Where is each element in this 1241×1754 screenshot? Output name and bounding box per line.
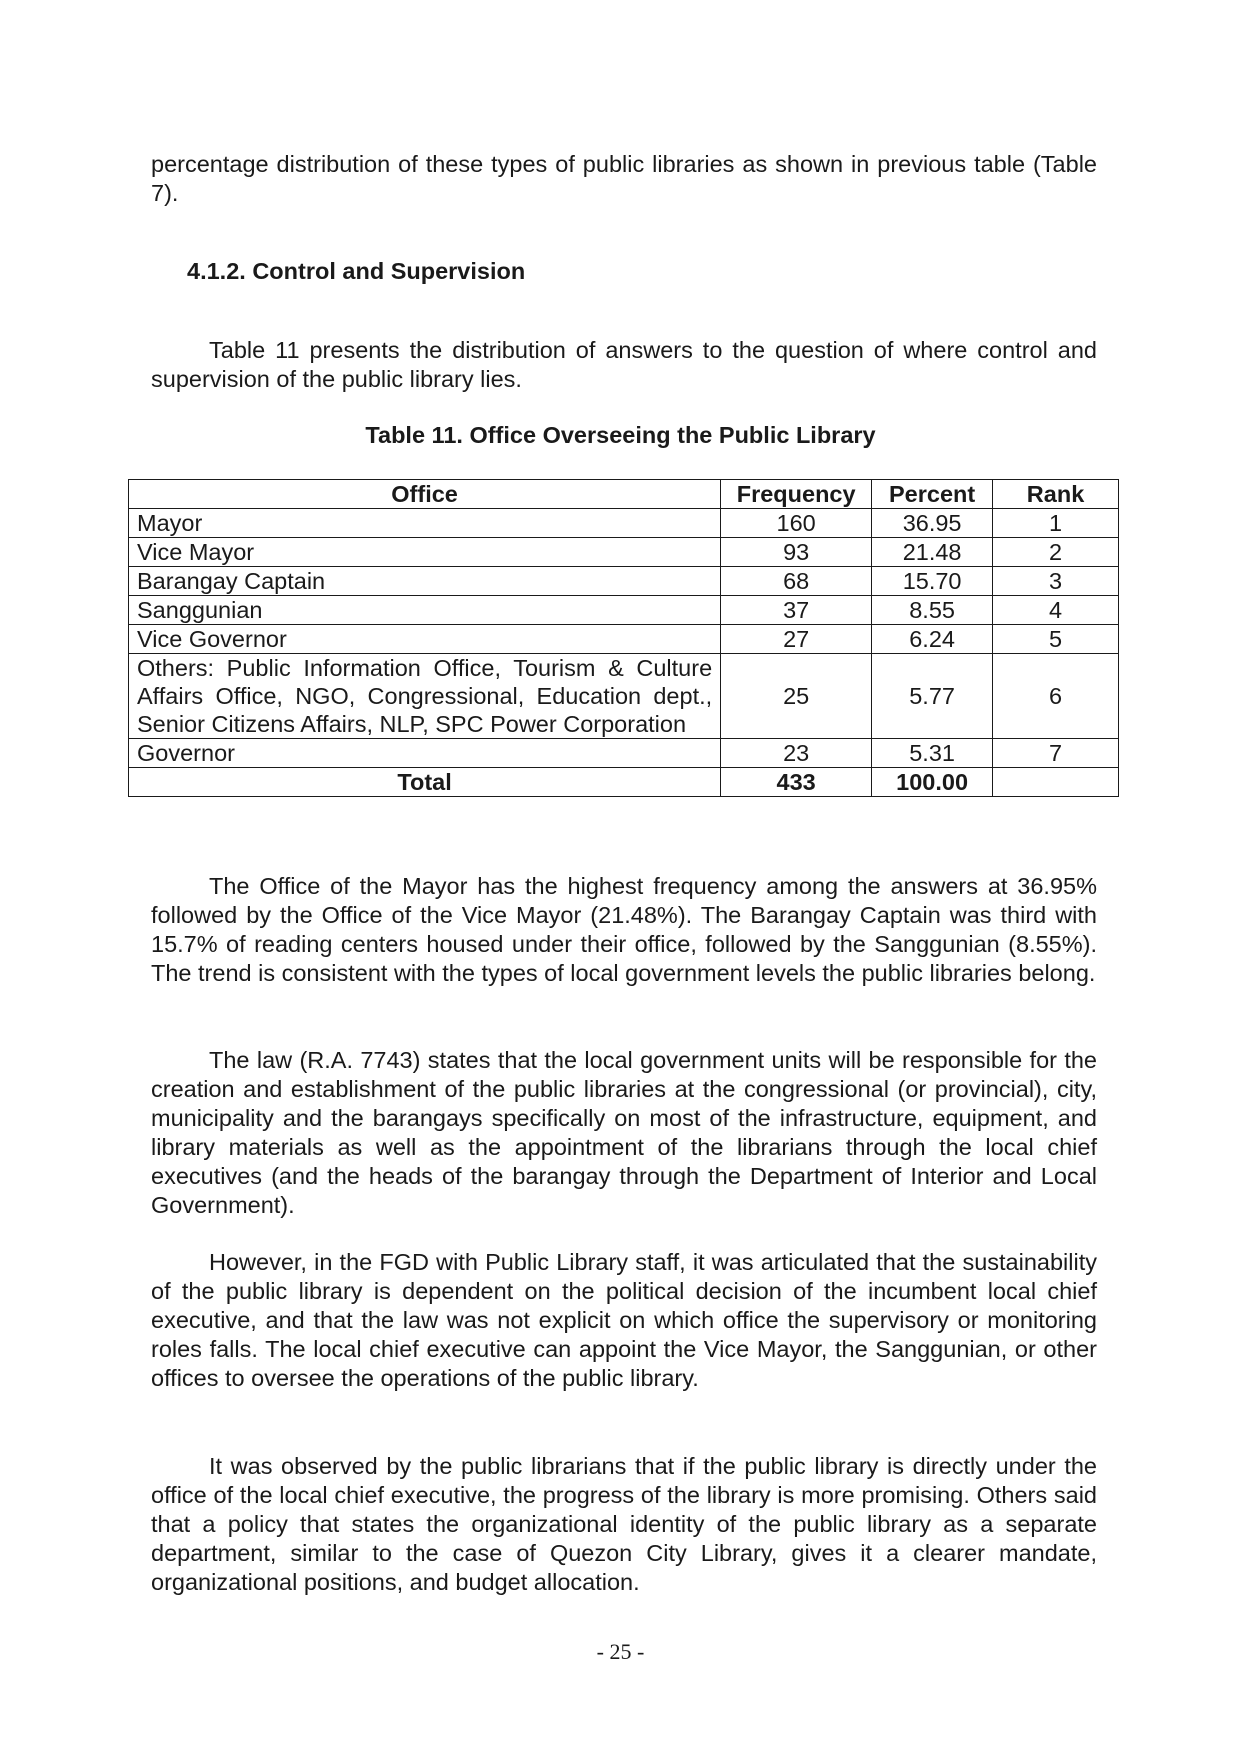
table-row <box>129 654 1119 739</box>
table-intro-paragraph: Table 11 presents the distribution of answers to the question of where control and supervision of the public library lies. <box>151 337 1097 392</box>
cell-office: Mayor <box>129 509 721 538</box>
cell-rank: 7 <box>993 739 1119 768</box>
body-paragraph-1: The Office of the Mayor has the highest frequency among the answers at 36.95% followed by the Office of the Vice Mayor (21.48%). The Barangay Captain was third with 15.7% of reading centers housed under their office, followed by the Sanggunian (8.55%). The trend is consistent with the types of local government levels the public libraries belong. <box>151 873 1097 986</box>
cell-percent: 8.55 <box>872 596 993 625</box>
cell-frequency: 37 <box>721 596 872 625</box>
cell-percent: 15.70 <box>872 567 993 596</box>
cell-frequency: 93 <box>721 538 872 567</box>
cell-office: Vice Governor <box>129 625 721 654</box>
cell-office: Vice Mayor <box>129 538 721 567</box>
table-row <box>129 567 1119 596</box>
body-paragraph-4: It was observed by the public librarians that if the public library is directly under the office of the local chief executive, the progress of the library is more promising. Others said that a policy that states the organizational identity of the public library as a separate department, similar to the case of Quezon City Library, gives it a clearer mandate, organizational positions, and budget allocation. <box>151 1453 1097 1595</box>
cell-office: Barangay Captain <box>129 567 721 596</box>
cell-frequency: 68 <box>721 567 872 596</box>
total-rank <box>993 768 1119 797</box>
table-row <box>129 509 1119 538</box>
header-rank: Rank <box>993 480 1119 509</box>
header-percent: Percent <box>872 480 993 509</box>
table-total-row <box>129 768 1119 797</box>
cell-percent: 21.48 <box>872 538 993 567</box>
cell-frequency: 160 <box>721 509 872 538</box>
cell-percent: 5.77 <box>872 654 993 739</box>
intro-paragraph: percentage distribution of these types of public libraries as shown in previous table (Table 7). <box>151 151 1097 206</box>
cell-office: Governor <box>129 739 721 768</box>
cell-frequency: 25 <box>721 654 872 739</box>
cell-office: Others: Public Information Office, Tourism & Culture Affairs Office, NGO, Congressional, Education dept., Senior Citizens Affairs, NLP, SPC Power Corporation <box>129 654 721 739</box>
table-row <box>129 739 1119 768</box>
section-heading: 4.1.2. Control and Supervision <box>187 258 526 284</box>
cell-percent: 36.95 <box>872 509 993 538</box>
table-row <box>129 538 1119 567</box>
table-row <box>129 625 1119 654</box>
cell-percent: 5.31 <box>872 739 993 768</box>
table-row <box>129 596 1119 625</box>
table-header-row <box>129 480 1119 509</box>
total-percent: 100.00 <box>872 768 993 797</box>
cell-rank: 2 <box>993 538 1119 567</box>
cell-rank: 4 <box>993 596 1119 625</box>
header-frequency: Frequency <box>721 480 872 509</box>
cell-rank: 5 <box>993 625 1119 654</box>
cell-rank: 1 <box>993 509 1119 538</box>
body-paragraph-3: However, in the FGD with Public Library staff, it was articulated that the sustainability of the public library is dependent on the political decision of the incumbent local chief executive, and that the law was not explicit on which office the supervisory or monitoring roles falls. The local chief executive can appoint the Vice Mayor, the Sanggunian, or other offices to oversee the operations of the public library. <box>151 1249 1097 1391</box>
page-number: - 25 - <box>596 1639 645 1664</box>
cell-frequency: 23 <box>721 739 872 768</box>
cell-rank: 3 <box>993 567 1119 596</box>
body-paragraph-2: The law (R.A. 7743) states that the local government units will be responsible for the creation and establishment of the public libraries at the congressional (or provincial), city, municipality and the barangays specifically on most of the infrastructure, equipment, and library materials as well as the appointment of the librarians through the local chief executives (and the heads of the barangay through the Department of Interior and Local Government). <box>151 1047 1097 1218</box>
office-table <box>128 479 1119 797</box>
cell-percent: 6.24 <box>872 625 993 654</box>
cell-office: Sanggunian <box>129 596 721 625</box>
total-frequency: 433 <box>721 768 872 797</box>
cell-rank: 6 <box>993 654 1119 739</box>
cell-frequency: 27 <box>721 625 872 654</box>
total-label: Total <box>129 768 721 797</box>
table-caption: Table 11. Office Overseeing the Public Library <box>365 422 876 448</box>
header-office: Office <box>129 480 721 509</box>
